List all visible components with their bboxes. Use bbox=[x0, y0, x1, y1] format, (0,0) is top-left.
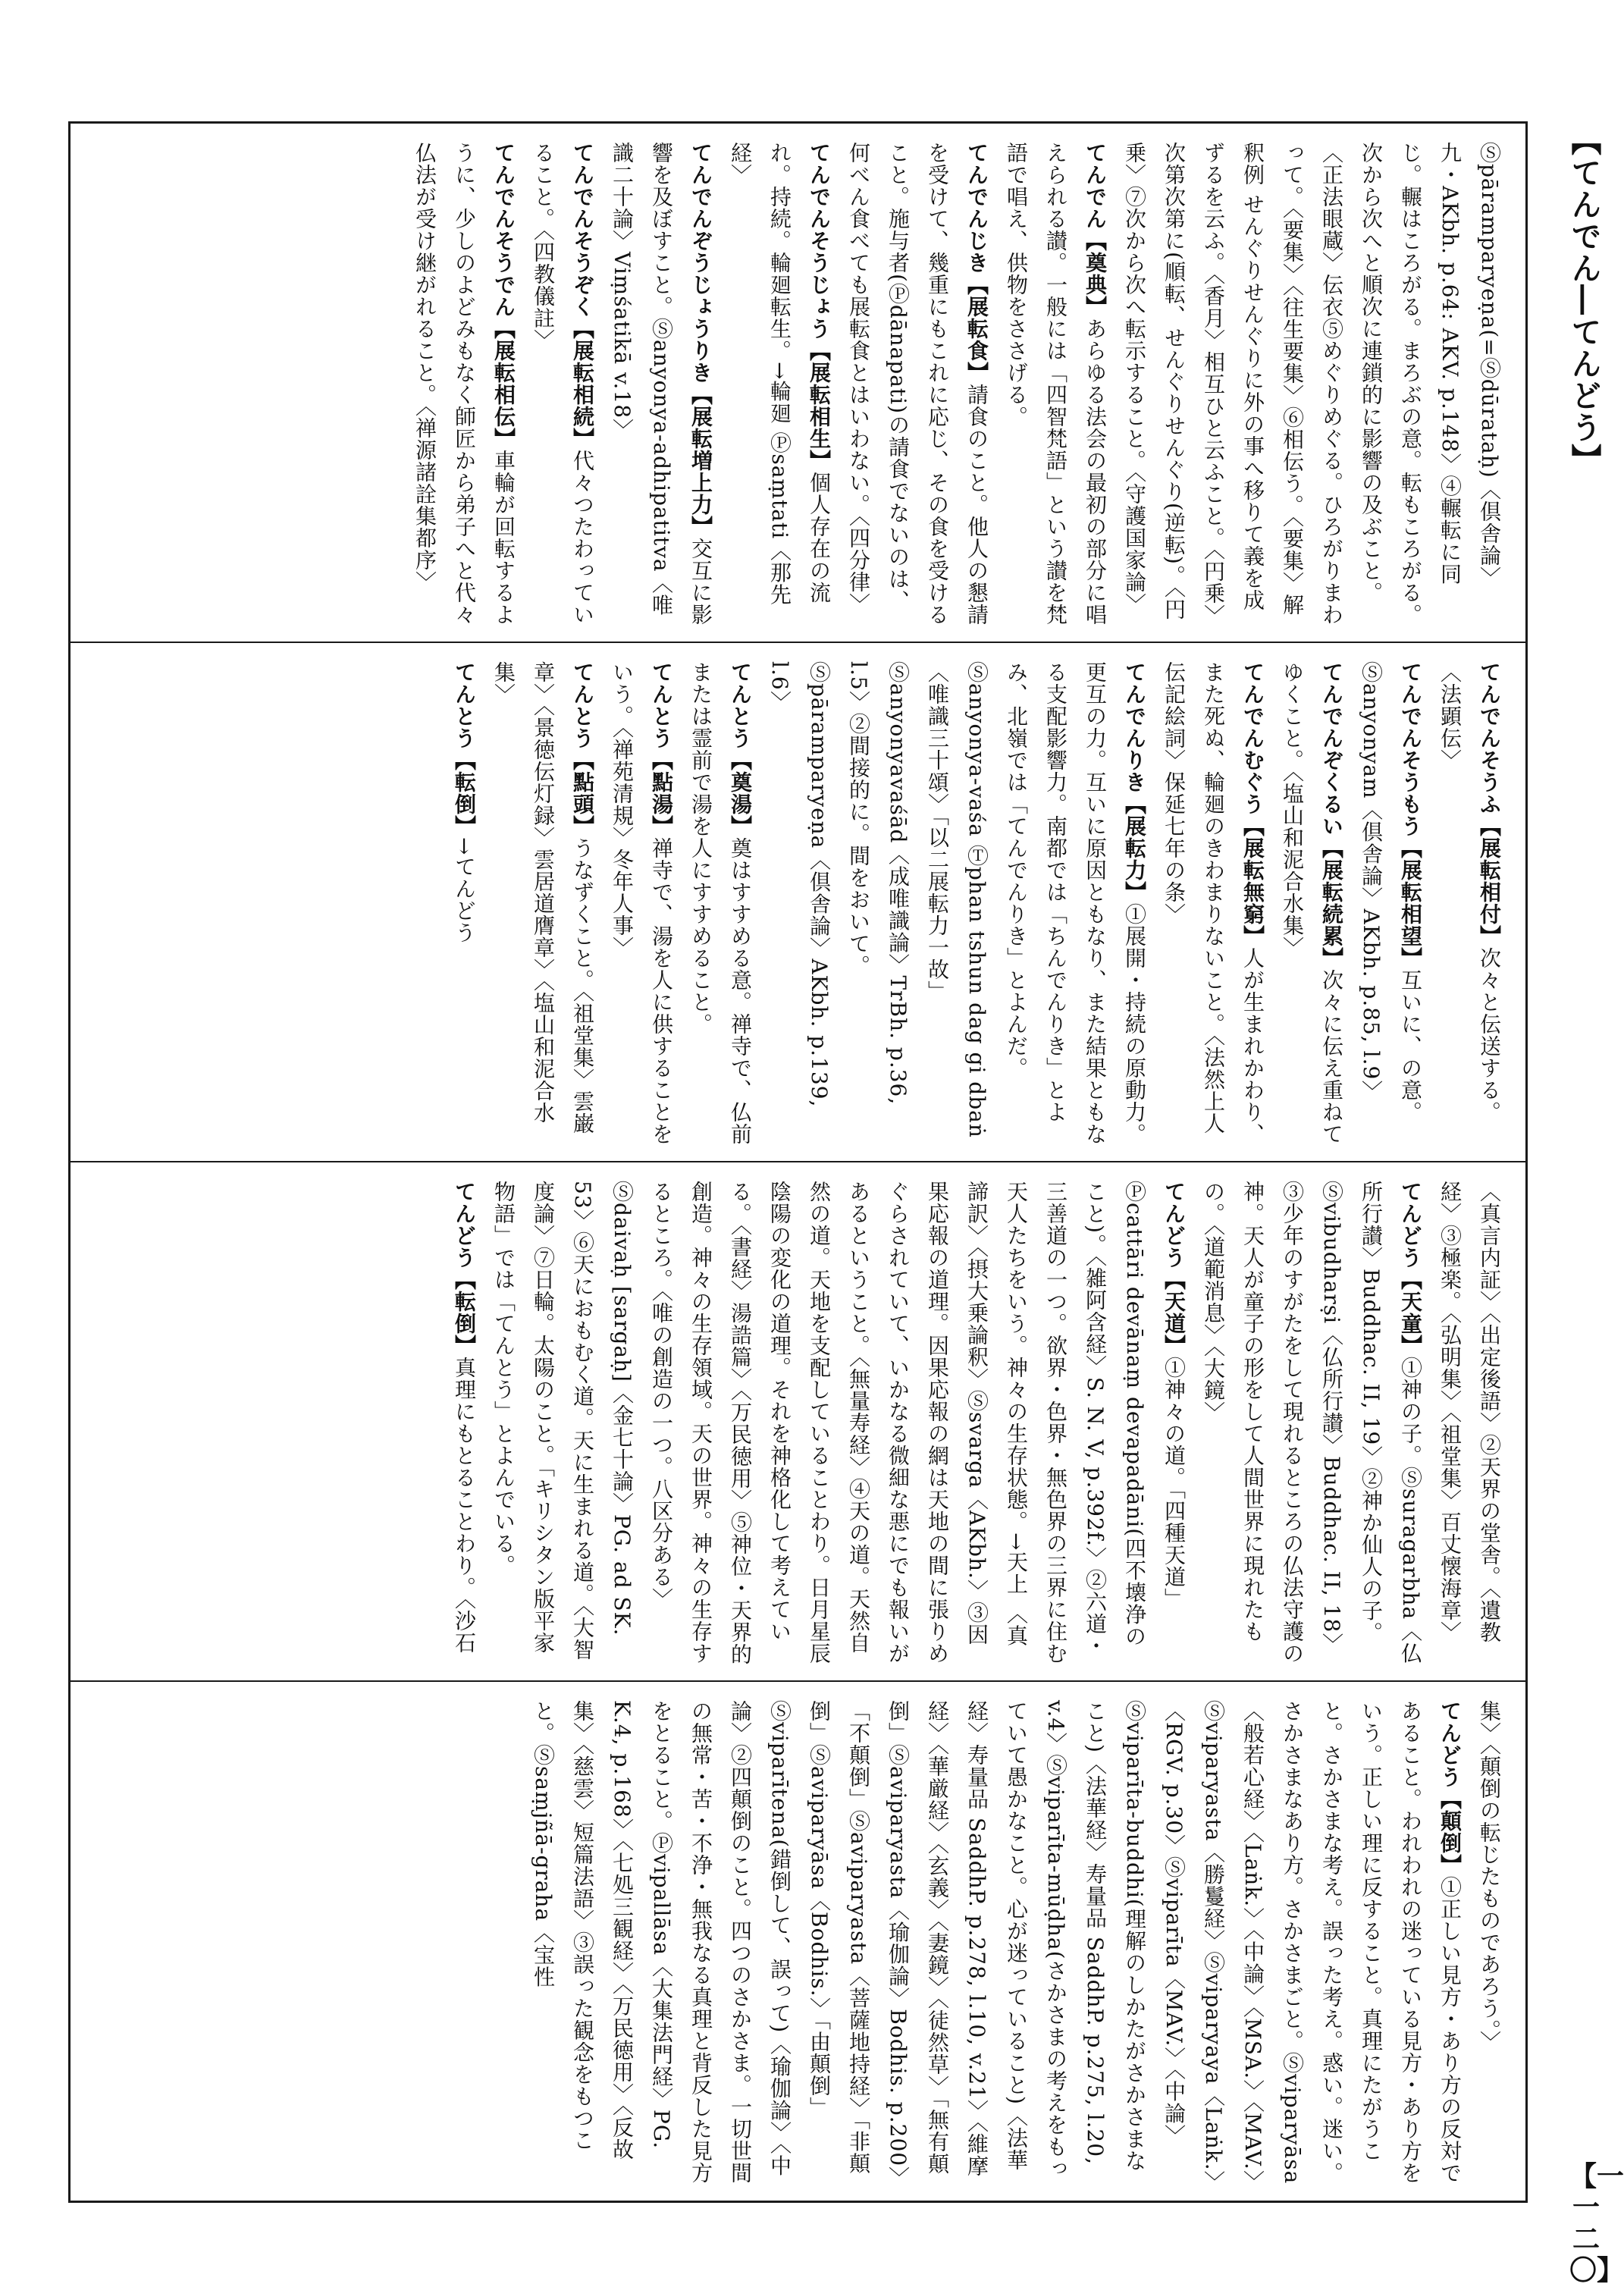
entry-definition: 車輪が回転するように、少しのよどみもなく師匠から弟子へと代々仏法が受け継がれること。〈禅源諸詮集都序〉 bbox=[412, 142, 516, 626]
entry-headword: てんでんそうじょう【展転相生】 bbox=[807, 142, 832, 472]
entry-definition: 請食のこと。他人の懇請を受けて、幾重にもこれに応じ、その食を受けること。施与者(Ⓟdānapati)の請食でないのは、何べん食べても展転食とはいわない。〈四分律〉 bbox=[846, 142, 989, 626]
dictionary-entry bbox=[760, 661, 1154, 1147]
dictionary-entry bbox=[602, 142, 720, 628]
dictionary-entry bbox=[602, 661, 681, 1147]
entry-headword: てんとう【點湯】 bbox=[649, 661, 674, 837]
tier-1-text bbox=[87, 142, 1509, 628]
entry-definition: 互いに、の意。Ⓢanyonyam〈倶舎論〉AKbh. p.85, l.9〉 bbox=[1359, 661, 1423, 1123]
entry-definition: ①展開・持続の原動力。更互の力。互いに原因ともなり、また結果ともなる支配影響力。南都では「ちんでんりき」とよみ、北嶺では「てんでんりき」とよんだ。Ⓢanyonya-vaśa Ⓣphan tshun dag gi dbaṅ〈唯識三十頌〉「以二展転力一故」Ⓢanyonyavaśād〈成唯識論〉TrBh. p.36, l.5〉②間接的に。間をおいて。Ⓢpāramparyeṇa〈倶舎論〉AKbh. p.139, l.6〉 bbox=[767, 661, 1147, 1145]
tier-4-continuation: 集〉〈顛倒の転じたものであろう。〉 bbox=[1477, 1700, 1502, 2053]
entry-definition: 次々と伝送する。〈法顕伝〉 bbox=[1437, 661, 1502, 1123]
tier-2 bbox=[71, 643, 1525, 1162]
entry-definition: うなずくこと。〈祖堂集〉雲巌章〉〈景徳伝灯録〉雲居道膺章〉〈塩山和泥合水集〉 bbox=[491, 661, 595, 1134]
entry-headword: てんでんそうもう【展転相望】 bbox=[1398, 661, 1423, 969]
entry-headword: てんどう【転倒】 bbox=[452, 1181, 477, 1357]
tier-3 bbox=[71, 1162, 1525, 1682]
dictionary-entry bbox=[1115, 142, 1509, 628]
dictionary-entry bbox=[523, 1700, 1469, 2191]
entry-headword: てんでんそうぞく【展転相続】 bbox=[570, 142, 595, 450]
entry-headword: てんとう【奠湯】 bbox=[728, 661, 753, 837]
entry-definition: 人が生まれかわり、また死ぬ、輪廻のきわまりないこと。〈法然上人伝記絵詞〉保延七年の条〉 bbox=[1162, 661, 1265, 1145]
entry-definition: 禅寺で、湯を人に供することをいう。〈禅苑清規〉冬年人事〉 bbox=[610, 661, 674, 1145]
entry-definition: 次々に伝え重ねてゆくこと。〈塩山和泥合水集〉 bbox=[1280, 661, 1344, 1145]
dictionary-entry bbox=[1430, 661, 1509, 1147]
tier-4-text bbox=[87, 1700, 1509, 2191]
page-number: 【一一二〇】 bbox=[1569, 2160, 1624, 2287]
entry-definition: 個人存在の流れ。持続。輪廻転生。→輪廻 Ⓟsaṃtati〈那先経〉 bbox=[728, 142, 832, 606]
entry-definition: 交互に影響を及ぼすこと。Ⓢanyonya-adhipatitva〈唯識二十論〉Viṃśatikā v.18〉 bbox=[610, 142, 713, 626]
dictionary-entry bbox=[839, 142, 996, 628]
entry-definition: ①正しい見方・あり方の反対であること。われわれの迷っている見方・あり方をいう。正しい理に反すること。真理にたがうこと。さかさまな考え。誤った考え。惑い。迷い。さかさまなあり方。さかさまごと。Ⓢviparyāsa〈般若心経〉〈Laṅk.〉〈中論〉〈MSA.〉〈MAV.〉Ⓢviparyasta〈勝鬘経〉Ⓢviparyaya〈Laṅk.〉〈RGV. p.30〉Ⓢviparīta〈MAV.〉〈中論〉Ⓢviparīta-buddhi(理解のしかたがさかさまなこと)〈法華経〉寿量品 SaddhP. p.275, l.20, v.4〉Ⓢviparīta-mūḍha(さかさまの考えをもっていて愚かなこと。心が迷っていること)〈法華経〉寿量品 SaddhP. p.278, l.10, v.21〉〈維摩経〉〈華厳経〉〈玄義〉〈妻鏡〉〈徒然草〉「無有顛倒」Ⓢaviparyasta〈瑜伽論〉Bodhis. p.200〉「不顛倒」Ⓢaviparyasta〈菩薩地持経〉「非顛倒」Ⓢaviparyāsa〈Bodhis.〉「由顛倒」Ⓢviparītena(錯倒して、誤って)〈瑜伽論〉〈中論〉②四顛倒のこと。四つのさかさま。一切世間の無常・苦・不浄・無我なる真理と背反した見方をとること。Ⓟvipallāsa〈大集法門経〉PG. K.4, p.168〉〈七処三観経〉〈万民徳用〉〈反故集〉〈慈雲〉短篇法語〉③誤った観念をもつこと。Ⓢsaṃjñā-graha〈宝性 bbox=[531, 1700, 1463, 2189]
entry-headword: てんでんそうふ【展転相付】 bbox=[1477, 661, 1502, 947]
dictionary-entry bbox=[523, 142, 602, 628]
entry-headword: てんとう【転倒】 bbox=[452, 661, 477, 837]
tier-3-continuation: 〈真言内証〉〈出定後語〉②天界の堂舎。〈遺教経〉③極楽。〈弘明集〉〈祖堂集〉百丈懐海章〉 bbox=[1437, 1181, 1502, 1643]
entry-headword: てんでんぞうじょうりき【展転増上力】 bbox=[688, 142, 713, 538]
dictionary-entry bbox=[1193, 1181, 1430, 1667]
entry-definition: 奠はすすめる意。禅寺で、仏前または霊前で湯を人にすすめること。 bbox=[688, 661, 753, 1145]
page-number-value: 一一二〇 bbox=[1569, 2160, 1624, 2287]
entry-definition: ①神々の道。「四種天道」Ⓟcattāri devānaṃ devapadāni(四不壊浄のこと)。〈雑阿含経〉S. N. V, p.392f.〉②六道・三善道の一つ。欲界・色界・無色界の三界に住む天人たちをいう。神々の生存状態。→天上 〈真諦訳〉〈摂大乗論釈〉Ⓢsvarga〈AKbh.〉③因果応報の道理。因果応報の網は天地の間に張りめぐらされていて、いかなる微細な悪にでも報いがあるということ。〈無量寿経〉④天の道。天然自然の道。天地を支配していることわり。日月星辰陰陽の変化の道理。それを神格化して考えている。〈書経〉湯誥篇〉〈万民徳用〉⑤神位・天界的創造。神々の生存領域。天の世界。神々の生存するところ。〈唯の創造の一つ。八区分ある〉Ⓢdaivaḥ [sargaḥ]〈金七十論〉PG. ad SK. 53〉⑥天におもむく道。天に生まれる道。〈大智度論〉⑦日輪。太陽のこと。「キリシタン版平家物語」では「てんとう」とよんでいる。 bbox=[491, 1181, 1187, 1665]
entry-definition: 真理にもとることわり。〈沙石 bbox=[452, 1357, 477, 1654]
dictionary-entry bbox=[444, 661, 484, 1147]
entry-definition: あらゆる法会の最初の部分に唱えられる讃。一般には「四智梵語」という讃を梵語で唱え、供物をささげる。 bbox=[1004, 142, 1108, 626]
dictionary-entry bbox=[444, 1181, 484, 1667]
tier-4 bbox=[71, 1682, 1525, 2205]
entry-definition: Ⓢpāramparyeṇa(=Ⓢdūrataḥ)〈倶舎論〉九・AKbh. p.64: AKV. p.148〉④輾転に同じ。輾はころがる。まろぶの意。転もころがる。次から次へと順次に連鎖的に影響の及ぶこと。〈正法眼蔵〉伝衣⑤めぐりめぐる。ひろがりまわって。〈要集〉〈往生要集〉⑥相伝う。〈要集〉解釈例 せんぐりせんぐりに外の事へ移りて義を成ずるを云ふ。〈香月〉相互ひと云ふこと。〈円乗〉次第次第に(順転、せんぐりせんぐり(逆転)。〈円乗〉⑦次から次へ転示すること。〈守護国家論〉 bbox=[1122, 142, 1502, 626]
tier-1 bbox=[71, 124, 1525, 643]
entry-headword: てんでんりき【展転力】 bbox=[1122, 661, 1147, 903]
entry-headword: てんでん【奠典】 bbox=[1083, 142, 1108, 318]
dictionary-entry bbox=[1351, 661, 1430, 1147]
running-head: 【てんでん―てんどう】 bbox=[1566, 125, 1602, 475]
entry-headword: てんでんじき【展転食】 bbox=[964, 142, 989, 384]
dictionary-entry bbox=[484, 1181, 1193, 1667]
entry-definition: ①神の子。Ⓢsuragarbha〈仏所行讃〉Buddhac. II, 19〉②神か仙人の子。Ⓢvibudharṣi〈仏所行讃〉Buddhac. II, 18〉③少年のすがたをして現れるところの仏法守護の神。天人が童子の形をして人間世界に現れたもの。〈道範消息〉〈大鏡〉 bbox=[1201, 1181, 1423, 1664]
entry-definition: 代々つたわっていること。〈四教儀註〉 bbox=[531, 142, 595, 626]
dictionary-entry bbox=[405, 142, 523, 628]
dictionary-entry bbox=[1272, 661, 1351, 1147]
dictionary-entry bbox=[484, 661, 602, 1147]
tier-3-text bbox=[87, 1181, 1509, 1667]
entry-headword: てんとう【點頭】 bbox=[570, 661, 595, 837]
entry-headword: てんどう【天道】 bbox=[1162, 1181, 1187, 1357]
dictionary-entry bbox=[1154, 661, 1272, 1147]
dictionary-entry bbox=[996, 142, 1115, 628]
entry-definition: →てんどう bbox=[452, 837, 477, 944]
dictionary-entry bbox=[681, 661, 760, 1147]
tier-2-text bbox=[87, 661, 1509, 1147]
dictionary-entry bbox=[720, 142, 839, 628]
dictionary-page-frame bbox=[68, 121, 1528, 2203]
entry-headword: てんでんむぐう【展転無窮】 bbox=[1240, 661, 1265, 947]
entry-headword: てんどう【顛倒】 bbox=[1437, 1700, 1463, 1876]
entry-headword: てんどう【天童】 bbox=[1398, 1181, 1423, 1357]
entry-headword: てんでんそうでん【展転相伝】 bbox=[491, 142, 516, 450]
entry-headword: てんでんぞくるい【展転続累】 bbox=[1319, 661, 1344, 969]
